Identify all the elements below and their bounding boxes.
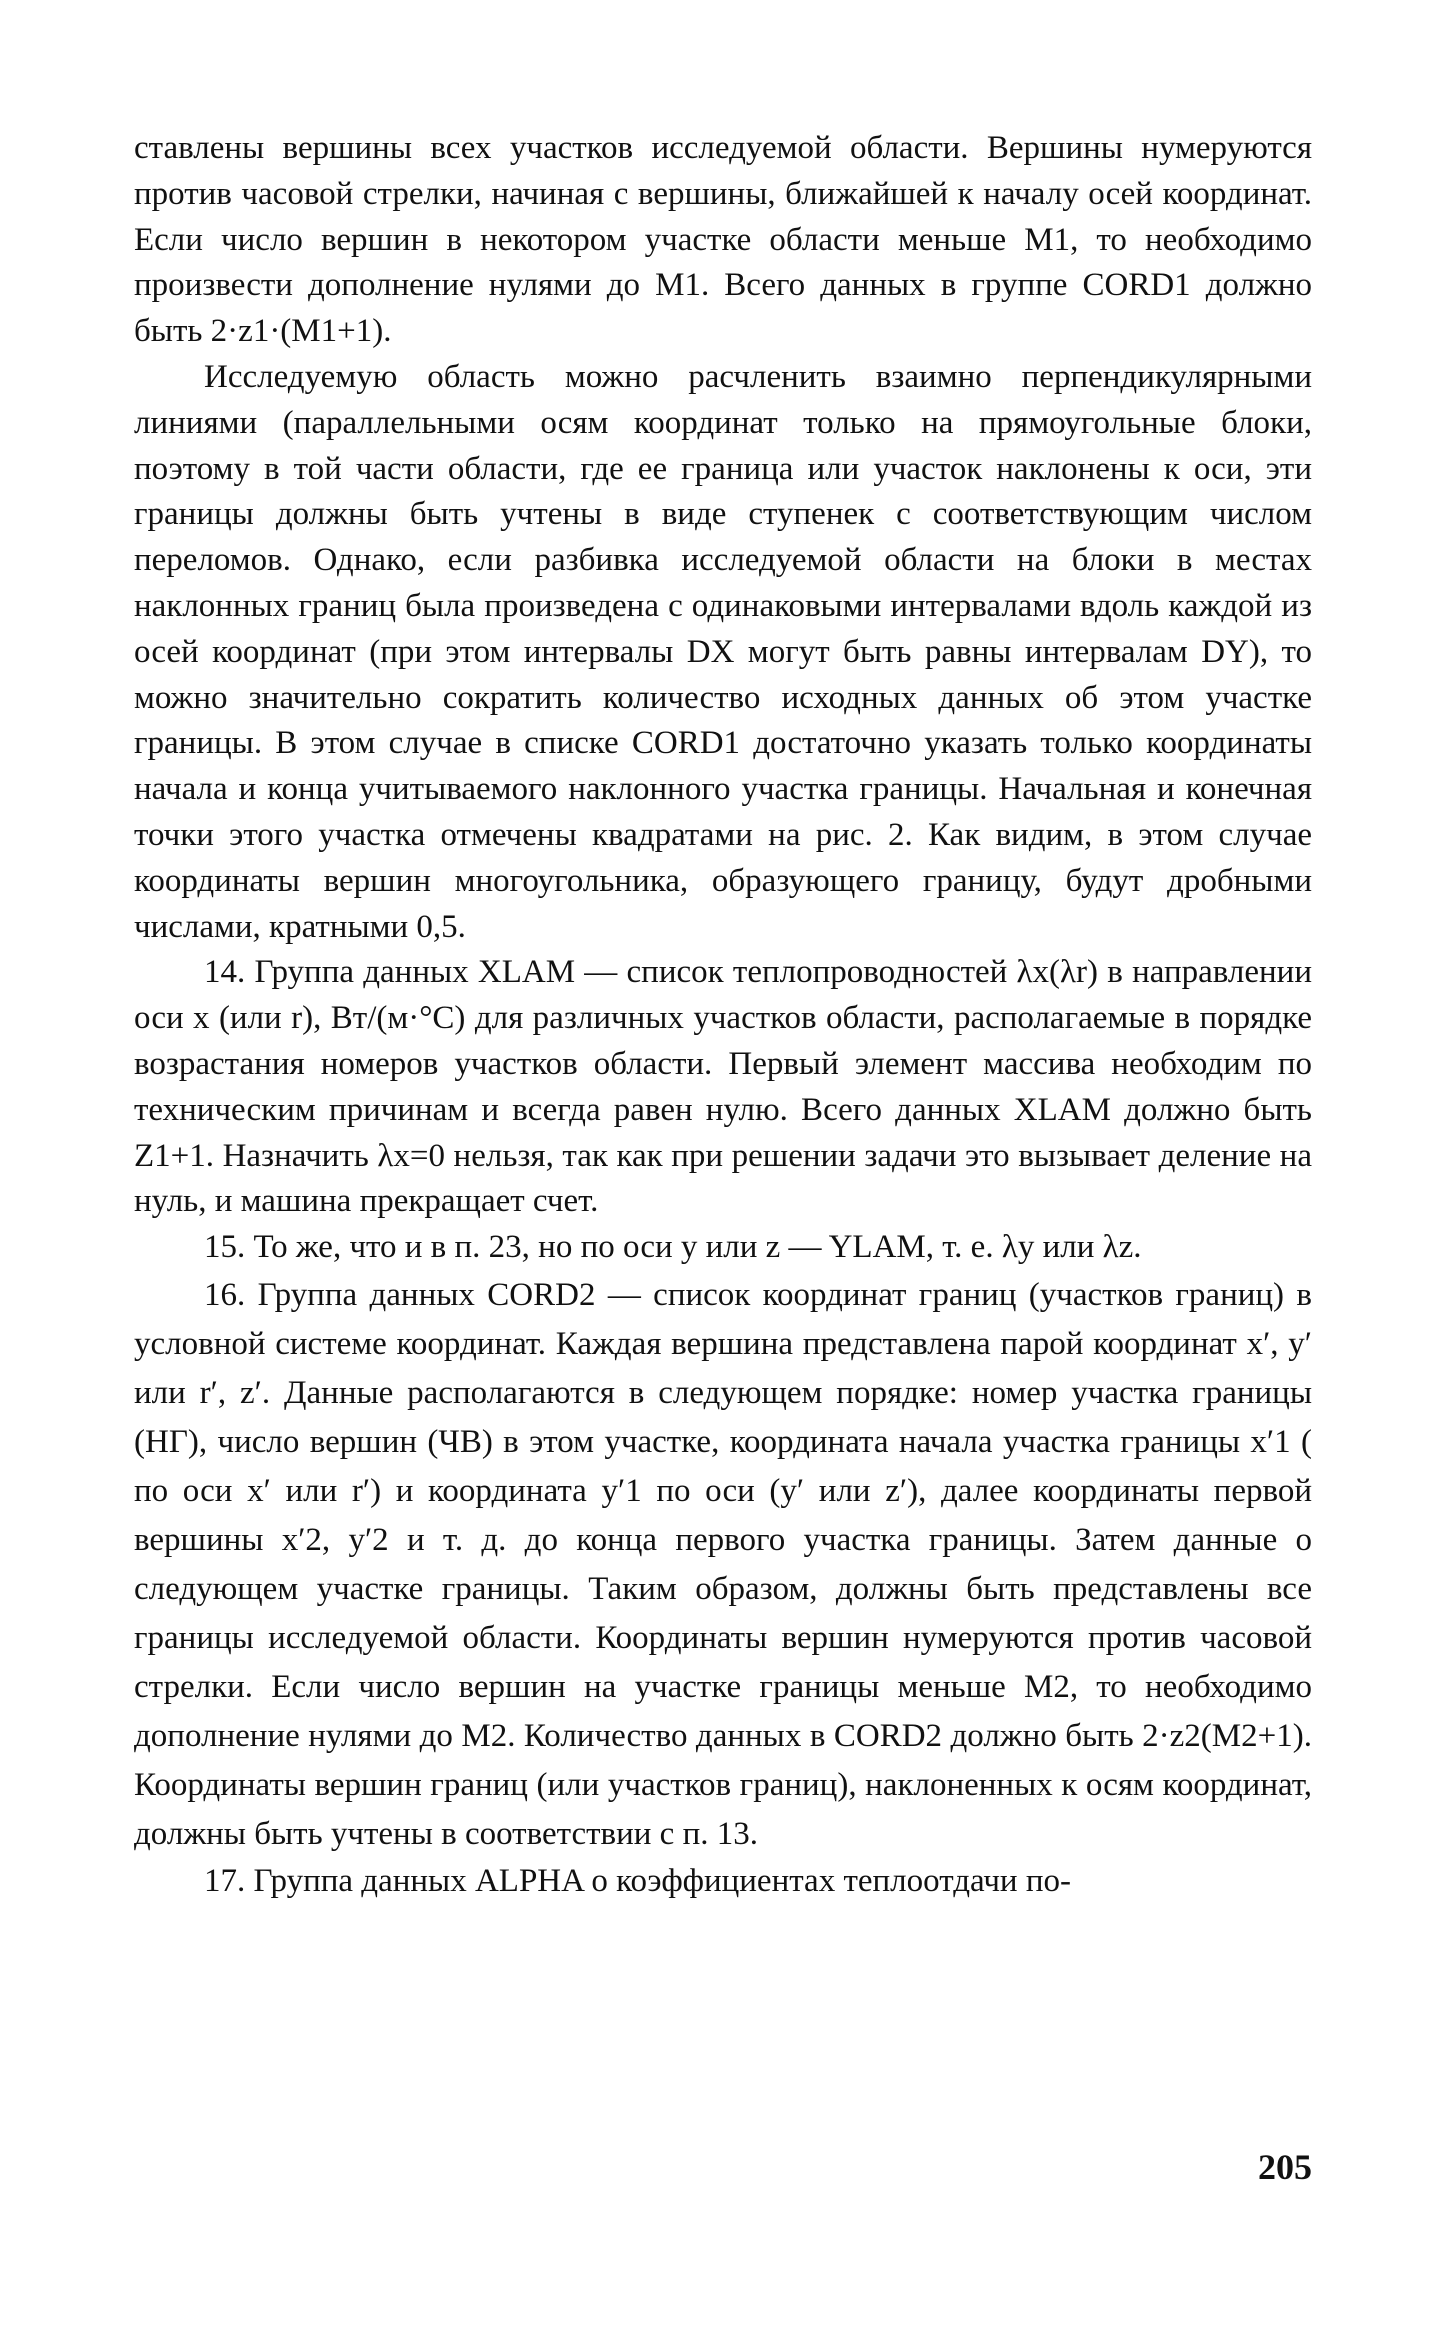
- paragraph-cord1-continuation: ставлены вершины всех участков исследуемой области. Вершины нумеруются против часовой стрелки, начиная с вершины, ближайшей к началу осей координат. Если число вершин в некотором участке области меньше M1, то необходимо произвести дополнение нулями до M1. Всего данных в группе CORD1 должно быть 2·z1·(M1+1).: [134, 130, 1312, 350]
- page-number: 205: [1258, 2147, 1312, 2187]
- paragraph-item-14-xlam: 14. Группа данных XLAM — список теплопроводностей λx(λr) в направлении оси x (или r), Вт/(м·°С) для различных участков области, располагаемые в порядке возрастания номеров участков области. Первый элемент массива необходим по техническим причинам и всегда равен нулю. Всего данных XLAM должно быть Z1+1. Назначить λx=0 нельзя, так как при решении задачи это вызывает деление на нуль, и машина прекращает счет.: [134, 954, 1312, 1220]
- paragraph-block-partitioning: Исследуемую область можно расчленить взаимно перпендикулярными линиями (параллельными осям координат только на прямоугольные блоки, поэтому в той части области, где ее граница или участок наклонены к оси, эти границы должны быть учтены в виде ступенек с соответствующим числом переломов. Однако, если разбивка исследуемой области на блоки в местах наклонных границ была произведена с одинаковыми интервалами вдоль каждой из осей координат (при этом интервалы DX могут быть равны интервалам DY), то можно значительно сократить количество исходных данных об этом участке границы. В этом случае в списке CORD1 достаточно указать только координаты начала и конца учитываемого наклонного участка границы. Начальная и конечная точки этого участка отмечены квадратами на рис. 2. Как видим, в этом случае координаты вершин многоугольника, образующего границу, будут дробными числами, кратными 0,5.: [134, 358, 1312, 945]
- document-page: [134, 126, 1312, 1905]
- paragraph-item-17-alpha: 17. Группа данных ALPHA о коэффициентах теплоотдачи по-: [204, 1862, 1071, 1899]
- paragraph-item-15-ylam: 15. То же, что и в п. 23, но по оси y или z — YLAM, т. е. λy или λz.: [204, 1229, 1142, 1266]
- paragraph-item-16-cord2: 16. Группа данных CORD2 — список координат границ (участков границ) в условной системе координат. Каждая вершина представлена парой координат x′, y′ или r′, z′. Данные располагаются в следующем порядке: номер участка границы (НГ), число вершин (ЧВ) в этом участке, координата начала участка границы x′1 ( по оси x′ или r′) и координата y′1 по оси (y′ или z′), далее координаты первой вершины x′2, y′2 и т. д. до конца первого участка границы. Затем данные о следующем участке границы. Таким образом, должны быть представлены все границы исследуемой области. Координаты вершин нумеруются против часовой стрелки. Если число вершин на участке границы меньше M2, то необходимо дополнение нулями до M2. Количество данных в CORD2 должно быть 2·z2(M2+1). Координаты вершин границ (или участков границ), наклоненных к осям координат, должны быть учтены в соответствии с п. 13.: [134, 1276, 1312, 1852]
